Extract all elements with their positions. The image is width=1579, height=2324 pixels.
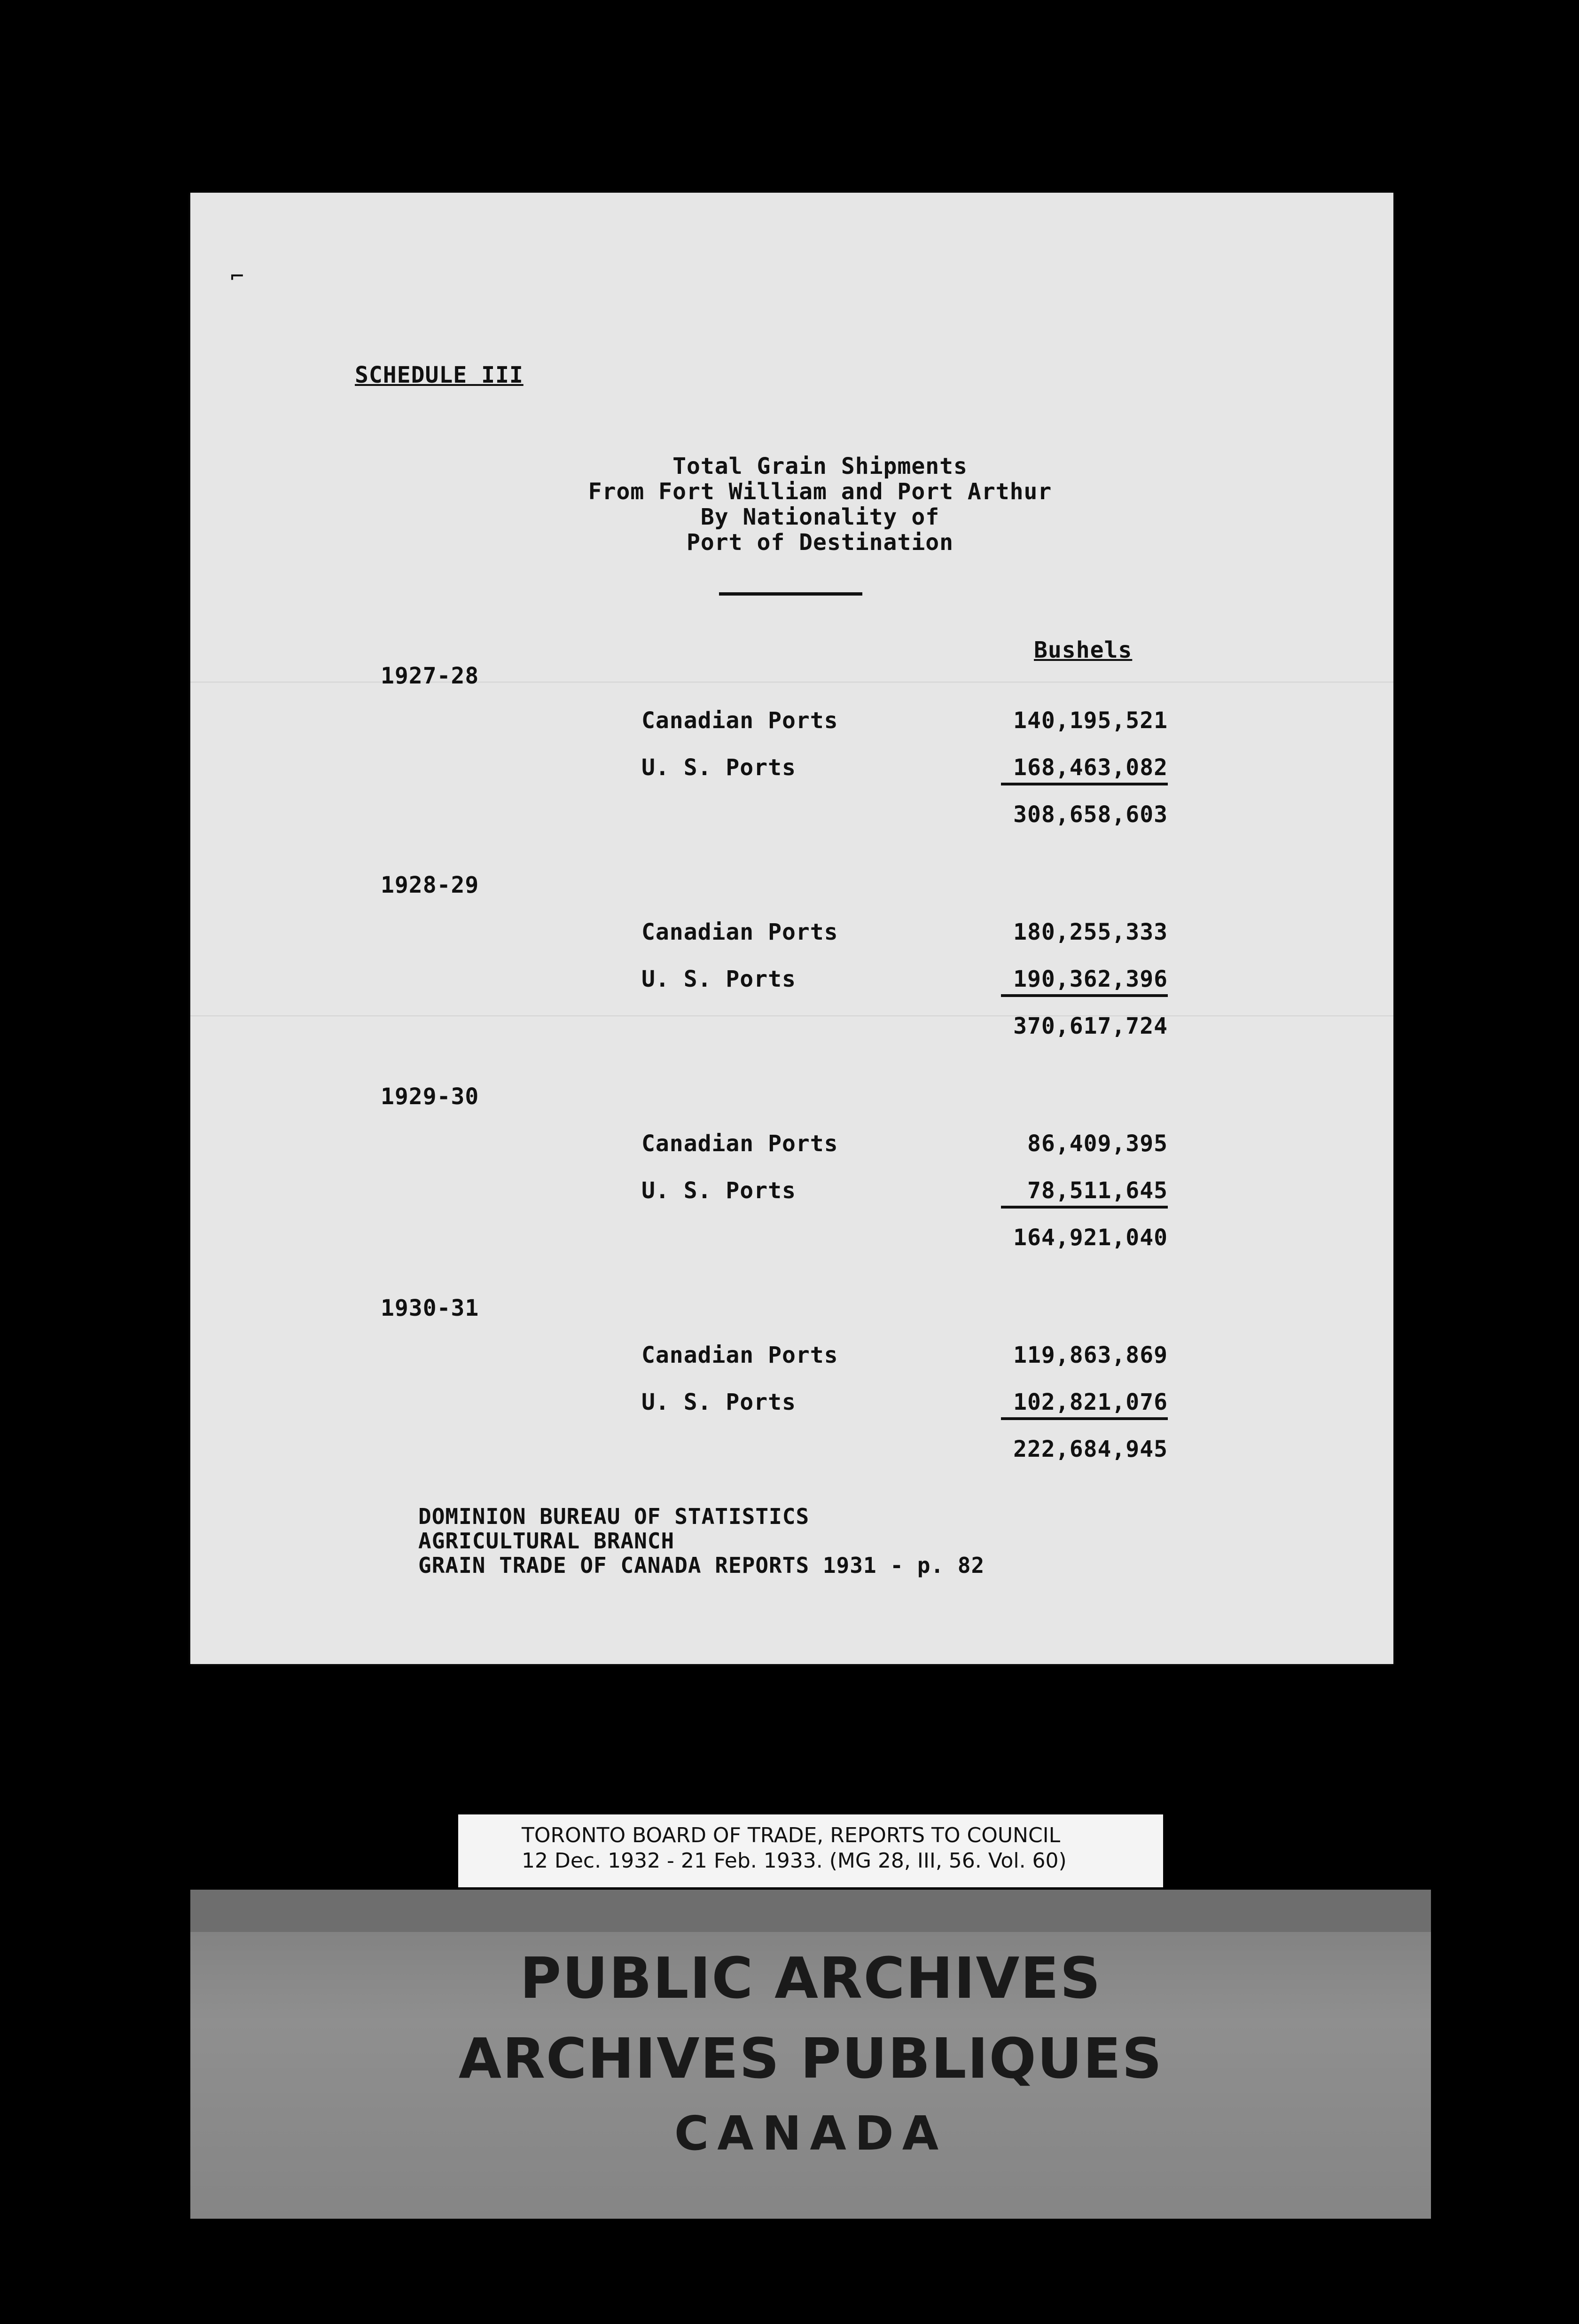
canadian-ports-label: Canadian Ports [641, 919, 838, 945]
stray-mark: ⌐ [230, 263, 244, 290]
season-year: 1927-28 [381, 663, 479, 689]
subtotal-rule [1001, 994, 1168, 997]
column-header-bushels: Bushels [1034, 637, 1133, 663]
us-ports-label: U. S. Ports [641, 754, 796, 781]
subtotal-rule [1001, 783, 1168, 785]
us-ports-label: U. S. Ports [641, 1178, 796, 1204]
subtotal-rule [1001, 1417, 1168, 1420]
us-ports-value: 78,511,645 [1027, 1178, 1168, 1204]
subtotal-rule [1001, 1206, 1168, 1209]
source-line: AGRICULTURAL BRANCH [418, 1528, 675, 1554]
canadian-ports-value: 86,409,395 [1027, 1131, 1168, 1157]
reference-line: 12 Dec. 1932 - 21 Feb. 1933. (MG 28, III, 56. Vol. 60) [522, 1849, 1067, 1873]
page-fold [190, 1015, 1393, 1017]
us-ports-value: 190,362,396 [1013, 966, 1168, 992]
source-note [418, 1504, 985, 1578]
title-rule [719, 592, 862, 596]
reference-label [458, 1814, 1163, 1887]
season-total: 164,921,040 [1013, 1225, 1168, 1251]
document-title [190, 454, 1393, 555]
source-line: DOMINION BUREAU OF STATISTICS [418, 1504, 810, 1529]
season-year: 1928-29 [381, 872, 479, 898]
document-page [190, 193, 1393, 1664]
schedule-heading: SCHEDULE III [355, 362, 524, 388]
season-year: 1930-31 [381, 1295, 479, 1321]
title-line: Total Grain Shipments [672, 453, 968, 479]
season-year: 1929-30 [381, 1083, 479, 1110]
season-total: 308,658,603 [1013, 801, 1168, 828]
canadian-ports-label: Canadian Ports [641, 707, 838, 734]
stamp-line: PUBLIC ARCHIVES [520, 1946, 1102, 2011]
reference-line: TORONTO BOARD OF TRADE, REPORTS TO COUNCIL [522, 1823, 1061, 1847]
canadian-ports-value: 119,863,869 [1013, 1342, 1168, 1368]
archive-stamp [190, 1890, 1431, 2219]
us-ports-value: 102,821,076 [1013, 1389, 1168, 1415]
canadian-ports-value: 140,195,521 [1013, 707, 1168, 734]
season-total: 222,684,945 [1013, 1436, 1168, 1462]
stamp-line: CANADA [674, 2106, 947, 2161]
stamp-line: ARCHIVES PUBLIQUES [458, 2026, 1163, 2091]
canadian-ports-label: Canadian Ports [641, 1131, 838, 1157]
us-ports-label: U. S. Ports [641, 966, 796, 992]
title-line: From Fort William and Port Arthur [588, 479, 1052, 505]
page-fold [190, 682, 1393, 683]
canadian-ports-label: Canadian Ports [641, 1342, 838, 1368]
us-ports-value: 168,463,082 [1013, 754, 1168, 781]
canadian-ports-value: 180,255,333 [1013, 919, 1168, 945]
source-line: GRAIN TRADE OF CANADA REPORTS 1931 - p. 82 [418, 1553, 985, 1578]
title-line: By Nationality of [700, 504, 940, 530]
season-total: 370,617,724 [1013, 1013, 1168, 1039]
us-ports-label: U. S. Ports [641, 1389, 796, 1415]
title-line: Port of Destination [686, 529, 954, 556]
stamp-edge [190, 1890, 1431, 1932]
